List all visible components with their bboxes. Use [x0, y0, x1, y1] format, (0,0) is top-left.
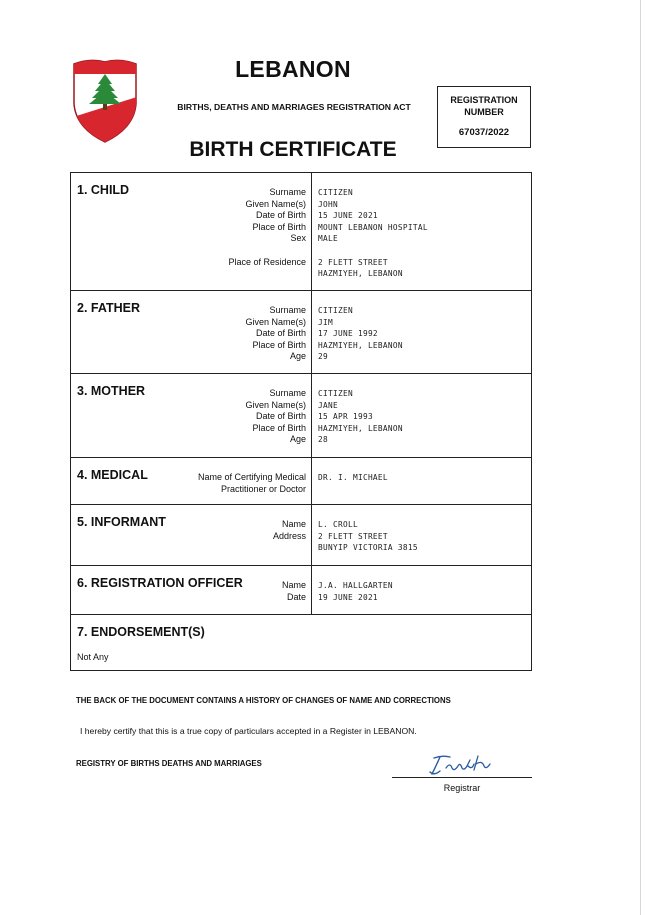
country-title: LEBANON [235, 56, 351, 82]
field-value: CITIZEN [318, 306, 353, 315]
section-endorsements [71, 615, 531, 670]
section-title: 5. INFORMANT [77, 515, 166, 529]
field-label: Surname [269, 187, 306, 197]
field-label: Surname [269, 388, 306, 398]
registrar-label: Registrar [443, 783, 481, 793]
field-label: Address [272, 530, 306, 541]
section-informant [71, 505, 531, 566]
registration-act: BIRTHS, DEATHS AND MARRIAGES REGISTRATION ACT [177, 102, 411, 112]
field-label: Date of Birth [255, 210, 306, 221]
field-values [318, 580, 393, 603]
field-label: Sex [290, 233, 306, 244]
field-labels [245, 388, 306, 446]
field-value: 2 FLETT STREET [318, 531, 388, 541]
section-title: 4. MEDICAL [77, 468, 148, 482]
field-label: Age [289, 434, 306, 445]
field-value: CITIZEN [318, 188, 353, 197]
field-value: BUNYIP VICTORIA 3815 [318, 543, 418, 553]
field-label: Place of Birth [252, 221, 306, 232]
handwritten-signature-icon [424, 752, 504, 778]
field-labels [228, 187, 306, 268]
field-value: HAZMIYEH, LEBANON [318, 423, 403, 433]
field-value: MOUNT LEBANON HOSPITAL [318, 222, 428, 232]
field-label: Given Name(s) [245, 316, 306, 327]
field-label: Date of Birth [255, 328, 306, 339]
field-value: 2 FLETT STREET [318, 257, 388, 267]
field-value: 15 APR 1993 [318, 412, 373, 422]
field-label: Name [281, 580, 306, 590]
field-value: DR. I. MICHAEL [318, 473, 388, 482]
field-label: Name [281, 519, 306, 529]
page-edge [640, 0, 641, 915]
registration-number: 67037/2022 [458, 127, 510, 138]
field-label: Date of Birth [255, 411, 306, 422]
section-father [71, 291, 531, 374]
field-label: Given Name(s) [245, 198, 306, 209]
field-label: Practitioner or Doctor [220, 483, 306, 494]
section-title: 7. ENDORSEMENT(S) [77, 625, 205, 639]
registration-label: REGISTRATION NUMBER [450, 95, 518, 117]
document-title: BIRTH CERTIFICATE [189, 138, 397, 161]
endorsement-value: Not Any [77, 652, 109, 662]
field-values [318, 519, 418, 554]
field-labels [282, 580, 306, 603]
field-value: MALE [318, 234, 338, 244]
section-medical [71, 458, 531, 505]
field-labels [198, 472, 306, 495]
field-value: 15 JUNE 2021 [318, 211, 378, 221]
field-label: Place of Residence [228, 256, 306, 267]
field-value: JIM [318, 317, 333, 327]
field-value: 19 JUNE 2021 [318, 592, 378, 602]
field-value: L. CROLL [318, 520, 358, 529]
field-label: Place of Birth [252, 339, 306, 350]
signature-line [392, 777, 532, 778]
field-value: 29 [318, 352, 328, 362]
field-values [318, 187, 428, 280]
lebanon-cedar-shield-icon [70, 56, 140, 144]
field-label: Date [286, 591, 306, 602]
section-mother [71, 374, 531, 458]
field-labels [273, 519, 306, 542]
field-labels [245, 305, 306, 363]
field-label: Surname [269, 305, 306, 315]
field-label: Place of Birth [252, 422, 306, 433]
field-value: HAZMIYEH, LEBANON [318, 340, 403, 350]
section-title: 2. FATHER [77, 301, 140, 315]
section-child [71, 173, 531, 291]
field-label: Name of Certifying Medical [197, 472, 306, 482]
field-label: Given Name(s) [245, 399, 306, 410]
certification-statement: I hereby certify that this is a true copy of particulars accepted in a Register in LEBANON. [80, 726, 417, 736]
field-value: JOHN [318, 199, 338, 209]
section-registration-officer [71, 566, 531, 615]
section-title: 3. MOTHER [77, 384, 146, 398]
registry-name: REGISTRY OF BIRTHS DEATHS AND MARRIAGES [76, 759, 262, 768]
registration-number-box [437, 86, 531, 148]
field-values [318, 472, 388, 484]
field-value: J.A. HALLGARTEN [318, 581, 393, 590]
field-values [318, 388, 403, 446]
field-value: HAZMIYEH, LEBANON [318, 269, 403, 279]
field-values [318, 305, 403, 363]
section-title: 1. CHILD [77, 183, 130, 197]
certificate-table [70, 172, 532, 671]
back-of-document-note: THE BACK OF THE DOCUMENT CONTAINS A HISTORY OF CHANGES OF NAME AND CORRECTIONS [76, 696, 451, 705]
section-title: 6. REGISTRATION OFFICER [77, 576, 243, 590]
field-value: 17 JUNE 1992 [318, 329, 378, 339]
field-value: CITIZEN [318, 389, 353, 398]
field-value: 28 [318, 435, 328, 445]
field-value: JANE [318, 400, 338, 410]
field-label: Age [289, 351, 306, 362]
